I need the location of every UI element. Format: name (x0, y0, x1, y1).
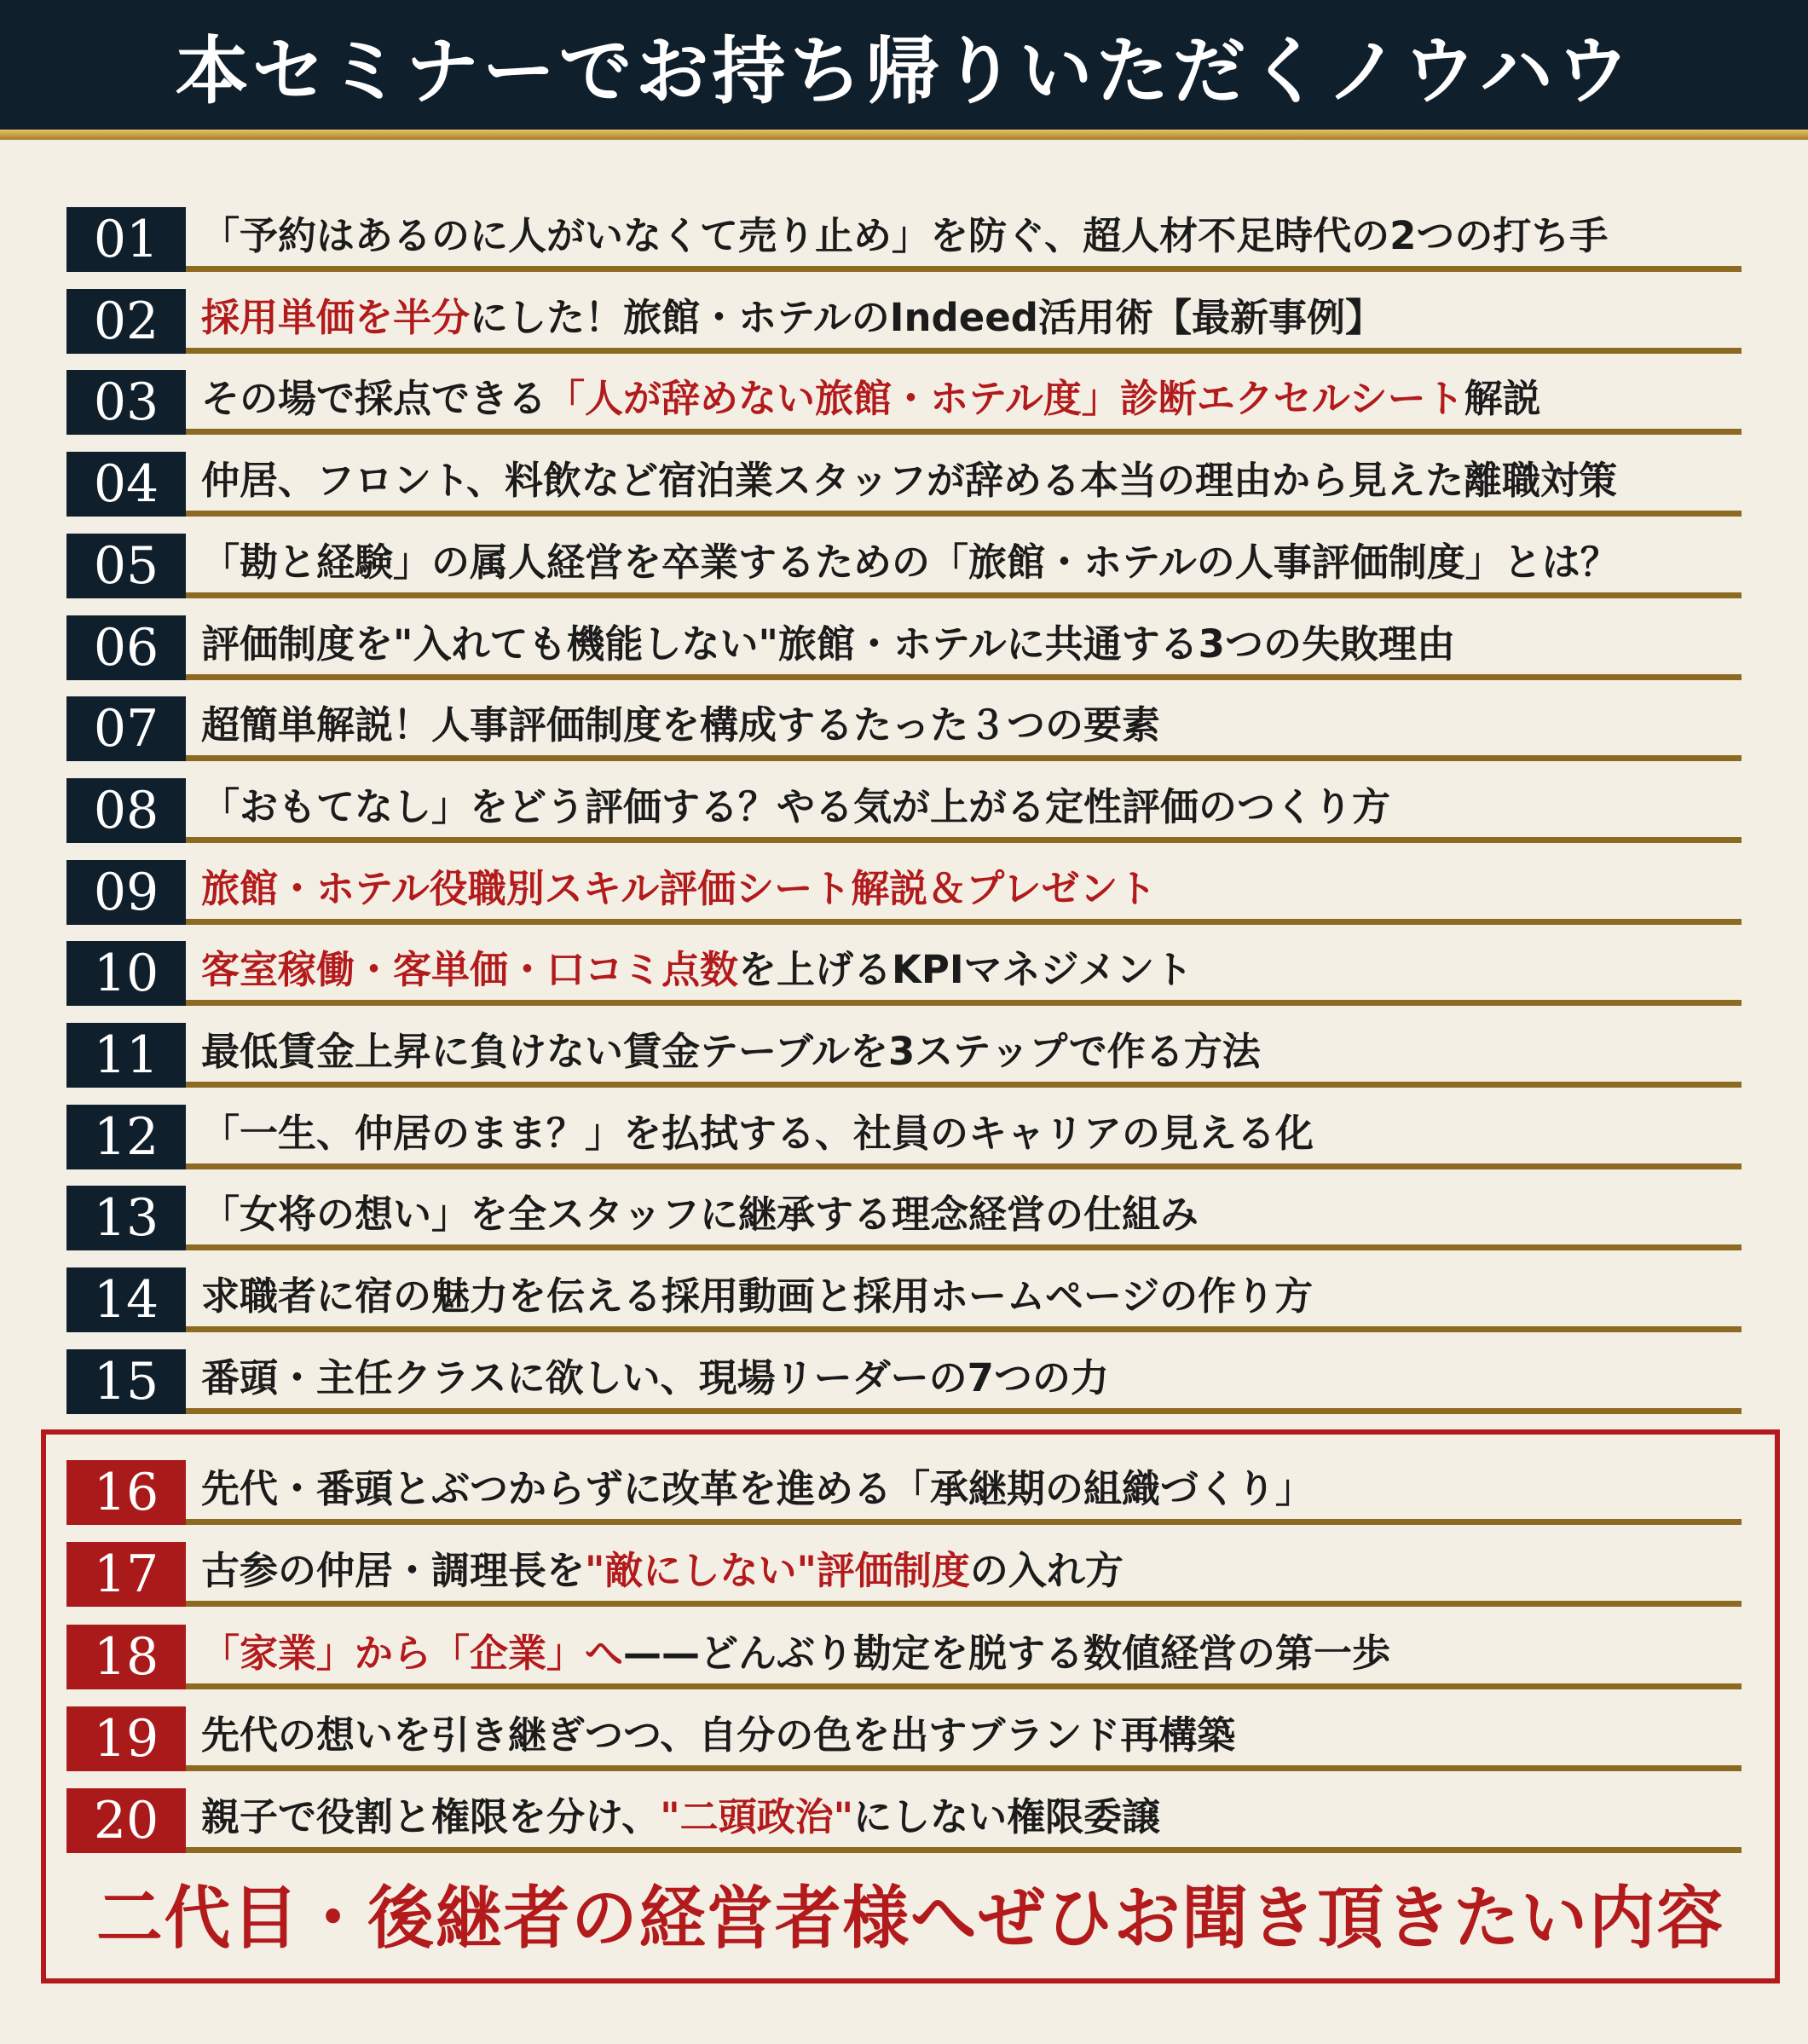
item-text (201, 455, 1617, 506)
item-text-segment: 解説 (1464, 376, 1541, 422)
item-text-highlight: "敵にしない"評価制度 (585, 1548, 970, 1594)
item-text-segment: 求職者に宿の魅力を伝える採用動画と採用ホームページの作り方 (201, 1273, 1314, 1319)
list-item (66, 615, 1742, 680)
item-text-highlight: 採用単価を半分 (201, 294, 471, 340)
item-number-badge: 08 (66, 778, 186, 843)
item-number-badge: 11 (66, 1023, 186, 1088)
item-text-segment: 先代・番頭とぶつからずに改革を進める「承継期の組織づくり」 (201, 1466, 1314, 1511)
item-underline (186, 348, 1742, 354)
item-underline (186, 919, 1742, 925)
list-item (66, 1267, 1742, 1332)
list-item (66, 1105, 1742, 1169)
item-underline (186, 1244, 1742, 1250)
item-text-segment: 古参の仲居・調理長を (201, 1548, 586, 1594)
item-underline (186, 1000, 1742, 1006)
list-item (66, 1349, 1742, 1414)
item-underline (186, 429, 1742, 435)
item-number-badge: 15 (66, 1349, 186, 1414)
item-text (201, 1271, 1313, 1322)
item-text-segment: 先代の想いを引き継ぎつつ、自分の色を出すブランド再構築 (201, 1712, 1236, 1758)
item-number-badge: 18 (66, 1625, 186, 1689)
item-underline (186, 1082, 1742, 1088)
item-text (201, 863, 1157, 915)
item-text-segment: にした！旅館・ホテルのIndeed活用術【最新事例】 (470, 294, 1384, 340)
item-text-segment: 超簡単解説！人事評価制度を構成するたった３つの要素 (201, 702, 1161, 748)
item-text-segment: 「勘と経験」の属人経営を卒業するための「旅館・ホテルの人事評価制度」とは？ (201, 539, 1619, 585)
item-text (201, 700, 1160, 751)
list-item (66, 696, 1742, 761)
item-number-badge: 17 (66, 1542, 186, 1607)
item-underline (186, 674, 1742, 680)
item-text (201, 1108, 1314, 1159)
item-number-badge: 13 (66, 1186, 186, 1250)
item-underline (186, 1326, 1742, 1332)
item-number-badge: 16 (66, 1460, 186, 1525)
item-text-segment: その場で採点できる (201, 376, 547, 422)
item-text-segment: 「女将の想い」を全スタッフに継承する理念経営の仕組み (201, 1192, 1199, 1238)
item-text-highlight: "二頭政治" (660, 1794, 854, 1840)
item-number-badge: 07 (66, 696, 186, 761)
item-text-segment: にしない権限委譲 (853, 1794, 1161, 1840)
item-number-badge: 05 (66, 534, 186, 598)
item-underline (186, 511, 1742, 517)
item-underline (186, 266, 1742, 272)
item-text (201, 1353, 1109, 1404)
item-underline (186, 1408, 1742, 1414)
item-text-segment: を上げるKPIマネジメント (738, 947, 1193, 993)
item-underline (186, 592, 1742, 598)
item-number-badge: 12 (66, 1105, 186, 1169)
item-text-segment: 番頭・主任クラスに欲しい、現場リーダーの7つの力 (201, 1354, 1109, 1400)
item-text (201, 1189, 1199, 1240)
list-item (66, 778, 1742, 843)
item-text (201, 1026, 1261, 1077)
page-title: 本セミナーでお持ち帰りいただくノウハウ (175, 28, 1633, 114)
item-text-segment: ——どんぶり勘定を脱する数値経営の第一歩 (623, 1630, 1391, 1676)
item-text-highlight: 客室稼働・客単価・口コミ点数 (201, 947, 739, 993)
item-text-segment: 「予約はあるのに人がいなくて売り止め」を防ぐ、超人材不足時代の2つの打ち手 (201, 213, 1609, 258)
item-number-badge: 09 (66, 860, 186, 925)
list-item (66, 370, 1742, 435)
successor-section-caption: 二代目・後継者の経営者様へぜひお聞き頂きたい内容 (95, 1878, 1725, 1958)
list-item (66, 860, 1742, 925)
list-item (66, 289, 1742, 354)
item-text (201, 292, 1383, 344)
item-text-segment: 仲居、フロント、料飲など宿泊業スタッフが辞める本当の理由から見えた離職対策 (201, 458, 1617, 504)
item-text-highlight: 「人が辞めない旅館・ホテル度」診断エクセルシート (546, 376, 1464, 422)
item-text-segment: の入れ方 (969, 1548, 1124, 1594)
list-item (66, 452, 1742, 517)
item-number-badge: 04 (66, 452, 186, 517)
item-text-segment: 最低賃金上昇に負けない賃金テーブルを3ステップで作る方法 (201, 1029, 1261, 1074)
item-number-badge: 06 (66, 615, 186, 680)
item-number-badge: 19 (66, 1706, 186, 1771)
item-text-segment: 評価制度を"入れても機能しない"旅館・ホテルに共通する3つの失敗理由 (201, 621, 1455, 667)
item-text (201, 373, 1541, 424)
item-number-badge: 20 (66, 1788, 186, 1853)
item-text (201, 782, 1390, 833)
item-text-segment: 「おもてなし」をどう評価する？やる気が上がる定性評価のつくり方 (201, 783, 1391, 829)
item-underline (186, 837, 1742, 843)
item-number-badge: 14 (66, 1267, 186, 1332)
item-underline (186, 1163, 1742, 1169)
item-number-badge: 01 (66, 207, 186, 272)
item-number-badge: 02 (66, 289, 186, 354)
item-text (201, 537, 1619, 588)
item-text (201, 944, 1193, 996)
list-item (66, 1023, 1742, 1088)
item-number-badge: 03 (66, 370, 186, 435)
list-item (66, 534, 1742, 598)
item-text-highlight: 旅館・ホテル役職別スキル評価シート解説＆プレゼント (201, 865, 1157, 911)
list-item (66, 941, 1742, 1006)
item-text-segment: 親子で役割と権限を分け、 (201, 1794, 661, 1840)
item-underline (186, 755, 1742, 761)
list-item (66, 207, 1742, 272)
list-item (66, 1186, 1742, 1250)
item-text (201, 211, 1608, 262)
item-text-segment: 「一生、仲居のまま？」を払拭する、社員のキャリアの見える化 (201, 1110, 1314, 1156)
item-number-badge: 10 (66, 941, 186, 1006)
item-text (201, 619, 1455, 670)
item-text-highlight: 「家業」から「企業」へ (201, 1630, 624, 1676)
